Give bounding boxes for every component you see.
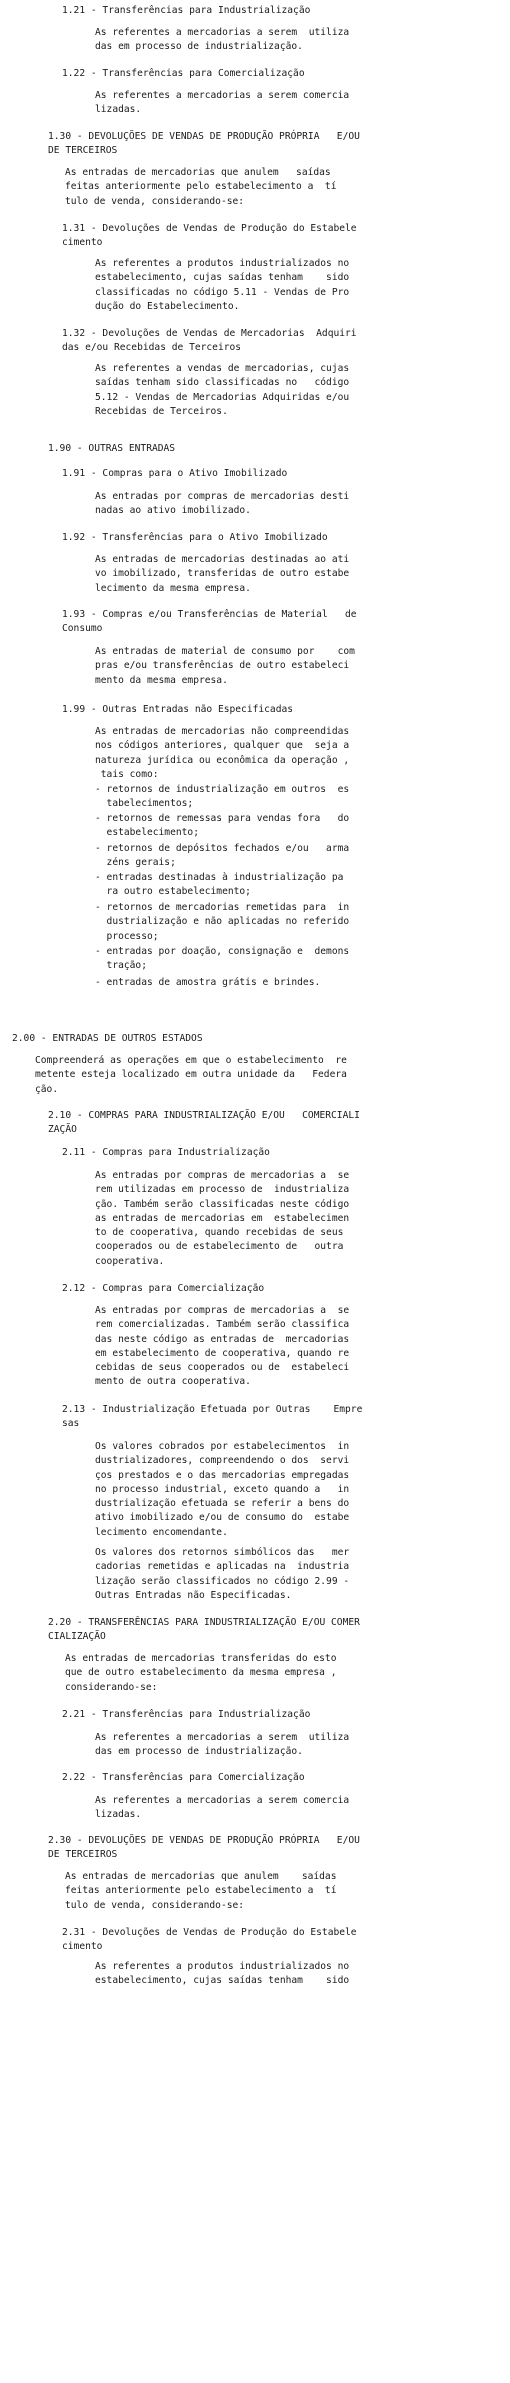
- item-1-31-heading: 1.31 - Devoluções de Vendas de Produção do Estabele cimento: [62, 223, 357, 249]
- item-1-30-heading: 1.30 - DEVOLUÇÕES DE VENDAS DE PRODUÇÃO PRÓPRIA E/OU DE TERCEIROS: [48, 131, 360, 157]
- list-item: - entradas destinadas à industrialização pa ra outro estabelecimento;: [95, 872, 344, 898]
- item-2-00-text: Compreenderá as operações em que o estabelecimento re metente esteja localizado em outra unidade da Federa ção.: [35, 1055, 347, 1095]
- item-1-93-text: As entradas de material de consumo por com pras e/ou transferências de outro estabeleci mento da mesma empresa.: [95, 646, 355, 686]
- list-item: - retornos de mercadorias remetidas para in dustrialização e não aplicadas no referido processo;: [95, 902, 350, 942]
- item-2-00-heading: 2.00 - ENTRADAS DE OUTROS ESTADOS: [12, 1033, 203, 1044]
- item-2-20-heading: 2.20 - TRANSFERÊNCIAS PARA INDUSTRIALIZAÇÃO E/OU COMER CIALIZAÇÃO: [48, 1617, 360, 1643]
- item-2-30-text: As entradas de mercadorias que anulem saídas feitas anteriormente pelo estabelecimento a tí tulo de venda, considerando-se:: [65, 1871, 337, 1911]
- list-item: - retornos de remessas para vendas fora do estabelecimento;: [95, 813, 350, 839]
- list-item: - entradas por doação, consignação e demons tração;: [95, 946, 350, 972]
- item-2-31-heading: 2.31 - Devoluções de Vendas de Produção do Estabele cimento: [62, 1927, 357, 1953]
- item-1-99-text: As entradas de mercadorias não compreendidas nos códigos anteriores, qualquer que seja a natureza jurídica ou econômica da operação , tais como:: [95, 726, 350, 780]
- item-1-22-text: As referentes a mercadorias a serem comercia lizadas.: [95, 90, 350, 116]
- item-2-11-heading: 2.11 - Compras para Industrialização: [62, 1147, 270, 1158]
- item-1-92-text: As entradas de mercadorias destinadas ao ati vo imobilizado, transferidas de outro estabe lecimento da mesma empresa.: [95, 554, 350, 594]
- item-1-32-text: As referentes a vendas de mercadorias, cujas saídas tenham sido classificadas no código 5.12 - Vendas de Mercadorias Adquiridas e/ou Recebidas de Terceiros.: [95, 363, 350, 417]
- item-2-13-text: Os valores cobrados por estabelecimentos in dustrializadores, compreendendo o dos servi ços prestados e o das mercadorias empregadas no processo industrial, exceto quando a in dustrialização efetuada se referir a bens do ativo imobilizado e/ou de consumo do estabe lecimento encomendante.: [95, 1441, 350, 1538]
- item-2-13-text-2: Os valores dos retornos simbólicos das mer cadorias remetidas e aplicadas na industria lização serão classificados no código 2.99 - Outras Entradas não Especificadas.: [95, 1547, 350, 1601]
- item-2-20-text: As entradas de mercadorias transferidas do esto que de outro estabelecimento da mesma empresa , considerando-se:: [65, 1653, 337, 1693]
- list-item: - retornos de industrialização em outros es tabelecimentos;: [95, 784, 350, 810]
- item-2-13-heading: 2.13 - Industrialização Efetuada por Outras Empre sas: [62, 1404, 363, 1430]
- item-2-22-heading: 2.22 - Transferências para Comercialização: [62, 1772, 305, 1783]
- item-1-99-heading: 1.99 - Outras Entradas não Especificadas: [62, 704, 294, 715]
- item-1-30-text: As entradas de mercadorias que anulem saídas feitas anteriormente pelo estabelecimento a tí tulo de venda, considerando-se:: [65, 167, 337, 207]
- list-item: - retornos de depósitos fechados e/ou arma zéns gerais;: [95, 843, 350, 869]
- item-2-12-text: As entradas por compras de mercadorias a se rem comercializadas. Também serão classifica das neste código as entradas de mercadorias em estabelecimento de cooperativa, quando re cebidas de seus cooperados ou de estabeleci mento de outra cooperativa.: [95, 1305, 350, 1388]
- item-2-21-text: As referentes a mercadorias a serem utiliza das em processo de industrialização.: [95, 1732, 350, 1758]
- list-item: - entradas de amostra grátis e brindes.: [95, 977, 321, 988]
- item-1-32-heading: 1.32 - Devoluções de Vendas de Mercadorias Adquiri das e/ou Recebidas de Terceiros: [62, 328, 357, 354]
- item-1-90-heading: 1.90 - OUTRAS ENTRADAS: [48, 443, 176, 454]
- item-2-11-text: As entradas por compras de mercadorias a se rem utilizadas em processo de industrializa ção. Também serão classificadas neste código as entradas de mercadorias em estabelecimen to de cooperativa, quando recebidas de seus cooperados ou de estabelecimento de outra cooperativa.: [95, 1170, 350, 1267]
- item-2-12-heading: 2.12 - Compras para Comercialização: [62, 1283, 265, 1294]
- item-1-93-heading: 1.93 - Compras e/ou Transferências de Material de Consumo: [62, 609, 357, 635]
- item-2-10-heading: 2.10 - COMPRAS PARA INDUSTRIALIZAÇÃO E/OU COMERCIALI ZAÇÃO: [48, 1110, 360, 1136]
- item-1-21-text: As referentes a mercadorias a serem utiliza das em processo de industrialização.: [95, 27, 350, 53]
- item-1-91-text: As entradas por compras de mercadorias desti nadas ao ativo imobilizado.: [95, 491, 350, 517]
- item-2-22-text: As referentes a mercadorias a serem comercia lizadas.: [95, 1795, 350, 1821]
- item-1-21-heading: 1.21 - Transferências para Industrialização: [62, 5, 311, 16]
- item-1-31-text: As referentes a produtos industrializados no estabelecimento, cujas saídas tenham sido classificadas no código 5.11 - Vendas de Pro dução do Estabelecimento.: [95, 258, 350, 312]
- item-1-91-heading: 1.91 - Compras para o Ativo Imobilizado: [62, 468, 288, 479]
- item-1-92-heading: 1.92 - Transferências para o Ativo Imobilizado: [62, 532, 328, 543]
- item-2-30-heading: 2.30 - DEVOLUÇÕES DE VENDAS DE PRODUÇÃO PRÓPRIA E/OU DE TERCEIROS: [48, 1835, 360, 1861]
- item-2-31-text: As referentes a produtos industrializados no estabelecimento, cujas saídas tenham sido: [95, 1961, 350, 1987]
- item-1-22-heading: 1.22 - Transferências para Comercialização: [62, 68, 305, 79]
- item-2-21-heading: 2.21 - Transferências para Industrialização: [62, 1709, 311, 1720]
